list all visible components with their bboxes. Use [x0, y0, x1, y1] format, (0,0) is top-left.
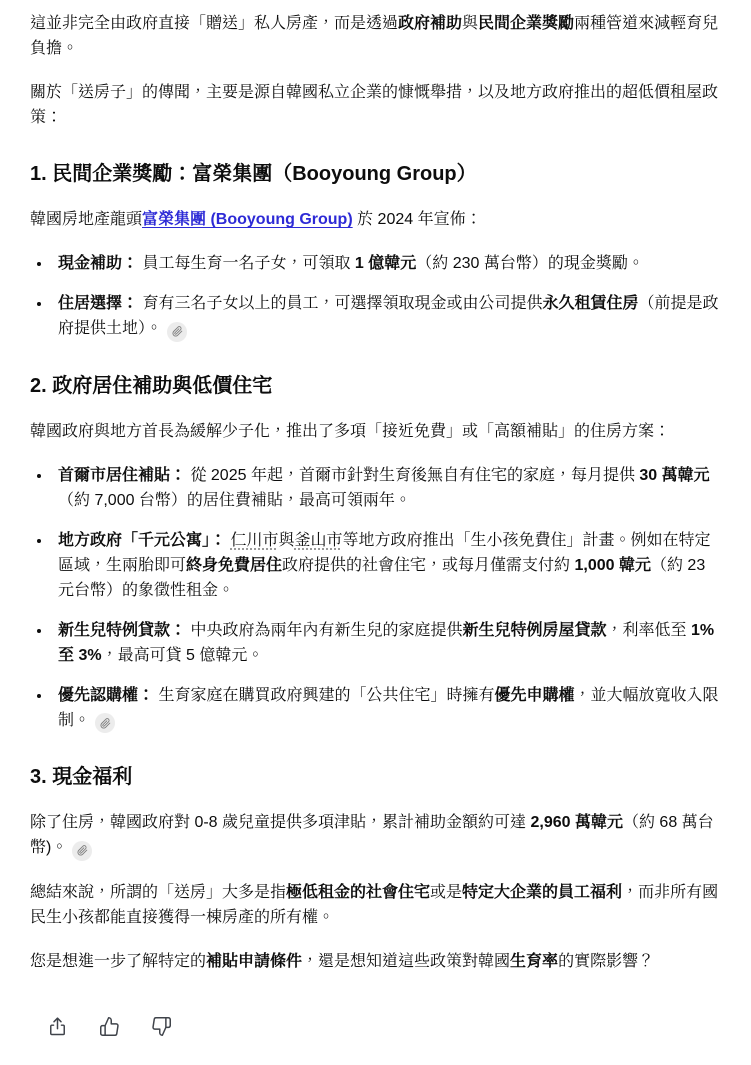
bold-text: 新生兒特例貸款：	[58, 621, 187, 639]
thumbs-down-icon	[151, 1016, 172, 1037]
bold-text: 住居選擇：	[58, 295, 139, 312]
paragraph	[30, 880, 721, 930]
text-run: 生育家庭在購買政府興建的「公共住宅」時擁有	[154, 686, 495, 704]
text-run: （前提是政府提供土地）。	[58, 295, 719, 337]
bold-text: 1% 至 3%	[58, 621, 715, 664]
text-run: 除了住房，韓國政府對 0-8 歲兒童提供多項津貼，累計補助金額約可達	[30, 814, 531, 831]
thumbs-down-button[interactable]	[149, 1014, 174, 1039]
text-run: （約 23 元台幣）的象徵性租金。	[58, 556, 706, 599]
share-button[interactable]	[45, 1014, 70, 1039]
bullet-list	[30, 463, 721, 734]
text-run: 育有三名子女以上的員工，可選擇領取現金或由公司提供	[138, 295, 543, 312]
bold-text: 生育率	[510, 952, 559, 970]
list-item	[52, 683, 721, 734]
list-item	[52, 463, 721, 513]
list-item	[52, 618, 721, 668]
text-run: 與	[462, 15, 479, 32]
paragraph	[30, 207, 721, 232]
section-heading: 2. 政府居住補助與低價住宅	[30, 374, 273, 397]
entity-link[interactable]: 仁川市	[230, 531, 279, 549]
bold-text: 優先申購權	[494, 686, 575, 704]
thumbs-up-button[interactable]	[97, 1014, 122, 1039]
entity-link[interactable]: 釜山市	[294, 531, 343, 549]
paragraph	[30, 80, 721, 130]
text-run: 等地方政府推出「生小孩免費住」計畫。例如在特定區域，生兩胎即可	[58, 531, 711, 574]
bold-text: 30 萬韓元	[639, 466, 710, 484]
bold-text: 新生兒特例房屋貸款	[462, 621, 607, 639]
list-item	[52, 528, 721, 603]
paragraph	[30, 11, 721, 61]
bold-text: 地方政府「千元公寓」：	[58, 531, 227, 549]
text-run: （約 68 萬台幣)。	[30, 814, 714, 856]
text-run: 韓國房地產龍頭	[30, 211, 143, 228]
text-run: 中央政府為兩年內有新生兒的家庭提供	[186, 621, 463, 639]
message-action-bar	[45, 1014, 721, 1049]
text-run: （約 230 萬台幣）的現金獎勵。	[416, 255, 644, 272]
bold-text: 永久租賃住房	[542, 295, 639, 312]
text-run: 韓國政府與地方首長為緩解少子化，推出了多項「接近免費」或「高額補貼」的住房方案：	[30, 422, 671, 440]
message-content	[30, 11, 721, 974]
bold-text: 終身免費居住	[186, 556, 283, 574]
text-run: 從 2025 年起，首爾市針對生育後無自有住宅的家庭，每月提供	[186, 466, 640, 484]
bullet-list	[30, 251, 721, 342]
link-icon	[77, 845, 88, 856]
text-run: 或是	[430, 883, 463, 901]
bold-text: 1,000 韓元	[574, 556, 651, 574]
paragraph	[30, 949, 721, 974]
text-run: 關於「送房子」的傳聞，主要是源自韓國私立企業的慷慨舉措，以及地方政府推出的超低價租屋政策：	[30, 84, 719, 126]
text-run: ，而非所有國民生小孩都能直接獲得一棟房產的所有權。	[30, 883, 719, 926]
source-link[interactable]: 富榮集團 (Booyoung Group)	[142, 211, 353, 228]
list-item	[52, 291, 721, 342]
share-icon	[47, 1016, 68, 1037]
paragraph	[30, 419, 721, 444]
link-icon	[172, 326, 183, 337]
bold-text: 補貼申請條件	[206, 952, 303, 970]
text-run: 政府提供的社會住宅，或每月僅需支付約	[282, 556, 575, 574]
text-run: ，並大幅放寬收入限制。	[58, 686, 719, 729]
text-run: 與	[278, 531, 295, 549]
bold-text: 現金補助：	[58, 255, 139, 272]
bold-text: 優先認購權：	[58, 686, 155, 704]
text-run: ，還是想知道這些政策對韓國	[302, 952, 511, 970]
list-item	[52, 251, 721, 276]
bold-text: 政府補助	[398, 15, 463, 32]
bold-text: 首爾市居住補貼：	[58, 466, 187, 484]
section-heading: 3. 現金福利	[30, 766, 133, 788]
text-run: 於 2024 年宣佈：	[352, 211, 482, 228]
text-run: 的實際影響？	[558, 952, 655, 970]
bold-text: 1 億韓元	[354, 255, 417, 272]
text-run: 總結來說，所謂的「送房」大多是指	[30, 883, 287, 901]
link-icon	[100, 718, 111, 729]
thumbs-up-icon	[99, 1016, 120, 1037]
source-citation-chip[interactable]	[167, 322, 187, 342]
bold-text: 民間企業獎勵	[478, 15, 575, 32]
text-run: 兩種管道來減輕育兒負擔。	[30, 15, 719, 57]
bold-text: 2,960 萬韓元	[530, 814, 623, 831]
text-run: 這並非完全由政府直接「贈送」私人房產，而是透過	[30, 15, 399, 32]
text-run: ，最高可貸 5 億韓元。	[101, 646, 264, 664]
bold-text: 極低租金的社會住宅	[286, 883, 431, 901]
text-run: 員工每生育一名子女，可領取	[138, 255, 355, 272]
text-run: ，利率低至	[606, 621, 691, 639]
source-citation-chip[interactable]	[95, 713, 115, 733]
text-run: （約 7,000 台幣）的居住費補貼，最高可領兩年。	[58, 491, 411, 509]
text-run: 您是想進一步了解特定的	[30, 952, 207, 970]
section-heading: 1. 民間企業獎勵：富榮集團（Booyoung Group）	[30, 163, 477, 185]
paragraph	[30, 810, 721, 861]
bold-text: 特定大企業的員工福利	[462, 883, 623, 901]
source-citation-chip[interactable]	[72, 841, 92, 861]
